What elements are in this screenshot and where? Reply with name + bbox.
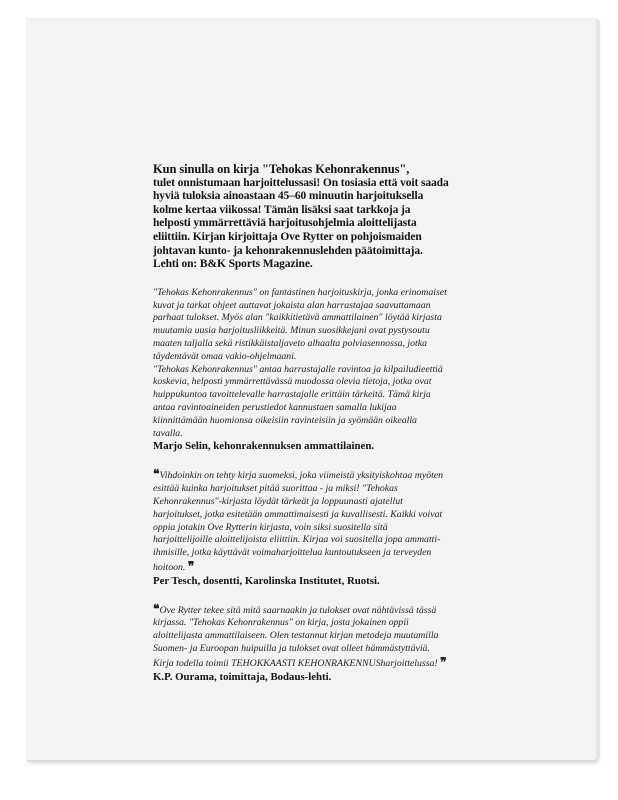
review-tesch-quote [153, 468, 449, 574]
review-ourama-author: K.P. Ourama, toimittaja, Bodaus-lehti. [153, 670, 332, 683]
review-selin-author: Marjo Selin, kehonrakennuksen ammattilainen. [153, 440, 375, 453]
review-selin [153, 287, 449, 454]
open-quote-icon: ❝ [153, 601, 160, 616]
intro-line-2: tulet onnistumaan harjoittelussasi! On tosiasia että voit saada hyviä tuloksia ainoastaan 45–60 minuutin harjoituksella kolme kertaa viikossa! Tämän lisäksi saat tarkkoja ja helposti ymmärrettäviä harjoitusohjelmia aloittelijasta eliittiin. Kirjan kirjoittaja Ove Rytter on pohjoismaiden johtavan kunto- ja kehonrakennuslehden päätoimittaja. Lehti on: B&K Sports Magazine. [153, 176, 449, 271]
review-tesch [153, 468, 449, 587]
review-ourama-text: Ove Rytter tekee sitä mitä saarnaakin ja tulokset ovat nähtävissä tässä kirjassa. "Tehokas Kehonrakennus" on kirja, josta jokainen oppii aloittelijasta ammattilaiseen. Olen testannut kirjan metodeja muutamilla Suomen- ja Euroopan huipuilla ja tulokset ovat olleet hämmästyttäviä. Kirja todella toimii TEHOKKAASTI KEHONRAKENNUSharjoittelussa! [153, 604, 439, 669]
review-ourama-quote [153, 603, 449, 671]
review-selin-paragraph-1: "Tehokas Kehonrakennus" on fantastinen harjoituskirja, jonka erinomaiset kuvat ja tarkat ohjeet auttavat jokaista alan harrastajaa saavuttamaan parhaat tulokset. Myös alan "kaikkitietävä ammattilainen" löytää kirjasta muutamia uusia harjoitusliikkeitä. Minun suosikkejani ovat pystysoutu maaten taljalla sekä ristikkäistaljaveto alhaalta polviasennossa, jotka täydentävät omaa vakio-ohjelmaani. [153, 286, 447, 362]
review-selin-paragraph-2: "Tehokas Kehonrakennus" antaa harrastajalle ravintoa ja kilpailudieettiä koskevia, helposti ymmärrettävässä muodossa olevia tietoja, jotka ovat huippukuntoa tavoittelevalle harrastajalle erittäin tärkeitä. Tämä kirja antaa ravintoaineiden perustiedot kannustaen samalla lukijaa kiinnittämään huomionsa oikeisiin ravinteisiin ja syömään oikealla tavalla. [153, 363, 443, 439]
close-quote-icon: ❞ [440, 654, 447, 669]
intro-block [153, 163, 449, 272]
review-ourama [153, 603, 449, 684]
close-quote-icon: ❞ [187, 558, 195, 573]
review-tesch-text: Vihdoinkin on tehty kirja suomeksi, joka viimeistä yksityiskohtaa myöten esittää kuinka harjoitukset pitää suorittaa - ja miksi! "Tehokas Kehonrakennus"-kirjasta löydät tärkeät ja loppuunasti ajatellut harjoitukset, jotka esitetään ammattimaisesti ja kuvallisesti. Kaikki voivat oppia jotakin Ove Rytterin kirjasta, voin siksi suositella sitä harjoittelijoille aloittelijoista eliittiin. Kirjaa voi suositella jopa ammatti-ihmisille, jotka käyttävät voimaharjoittelua kuntoutukseen ja terveyden hoitoon. [153, 470, 444, 573]
back-cover-text [153, 163, 449, 684]
review-tesch-author: Per Tesch, dosentti, Karolinska Institutet, Ruotsi. [153, 574, 380, 587]
intro-line-1: Kun sinulla on kirja "Tehokas Kehonrakennus", [153, 162, 410, 176]
book-page-edge [596, 20, 600, 758]
open-quote-icon: ❝ [153, 467, 160, 482]
